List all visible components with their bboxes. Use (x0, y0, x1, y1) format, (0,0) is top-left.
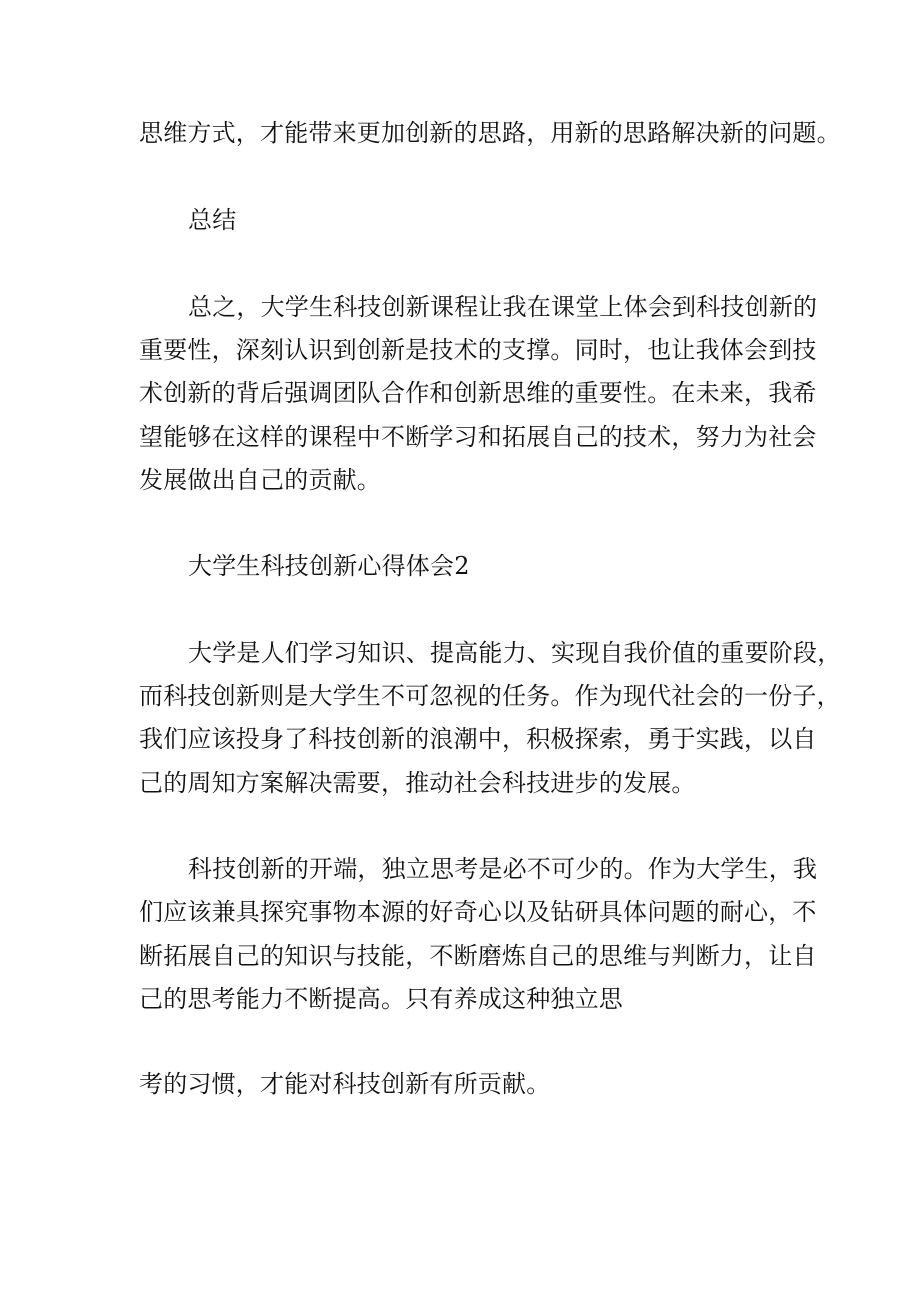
paragraph-line: 望能够在这样的课程中不断学习和拓展自己的技术，努力为社会 (139, 423, 817, 451)
paragraph-line: 科技创新的开端，独立思考是必不可少的。作为大学生，我 (188, 855, 818, 883)
paragraph-line: 思维方式，才能带来更加创新的思路，用新的思路解决新的问题。 (139, 119, 841, 147)
paragraph-line: 而科技创新则是大学生不可忽视的任务。作为现代社会的一份子， (139, 682, 841, 710)
paragraph-line: 断拓展自己的知识与技能，不断磨炼自己的思维与判断力，让自 (139, 942, 817, 970)
paragraph-line: 己的思考能力不断提高。只有养成这种独立思 (139, 985, 623, 1013)
paragraph-line: 我们应该投身了科技创新的浪潮中，积极探索，勇于实践，以自 (139, 725, 817, 753)
paragraph-line: 们应该兼具探究事物本源的好奇心以及钻研具体问题的耐心，不 (139, 898, 817, 926)
paragraph-line: 总之，大学生科技创新课程让我在课堂上体会到科技创新的 (188, 293, 818, 321)
section-heading: 总结 (188, 206, 237, 234)
paragraph-line: 发展做出自己的贡献。 (139, 466, 381, 494)
paragraph-line: 大学是人们学习知识、提高能力、实现自我价值的重要阶段， (188, 639, 842, 667)
paragraph-line: 重要性，深刻认识到创新是技术的支撑。同时，也让我体会到技 (139, 336, 817, 364)
paragraph-line: 己的周知方案解决需要，推动社会科技进步的发展。 (139, 769, 696, 797)
paragraph-line: 考的习惯，才能对科技创新有所贡献。 (139, 1070, 551, 1098)
section-heading: 大学生科技创新心得体会2 (188, 552, 470, 580)
paragraph-line: 术创新的背后强调团队合作和创新思维的重要性。在未来，我希 (139, 379, 817, 407)
